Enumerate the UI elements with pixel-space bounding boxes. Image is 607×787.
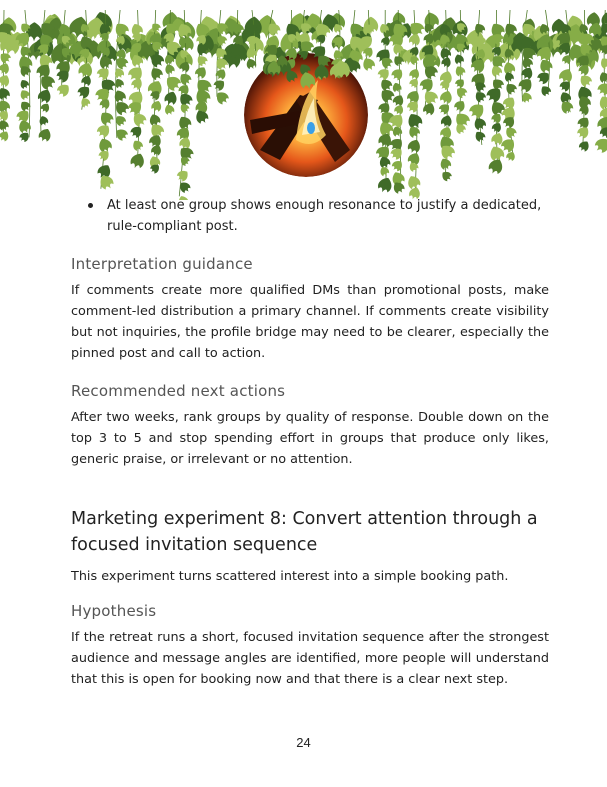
next-actions-body: After two weeks, rank groups by quality of response. Double down on the top 3 to 5 and stop spending effort in groups that produce only likes, generic praise, or irrelevant or no attention. bbox=[71, 410, 549, 467]
bullet-dot-icon bbox=[88, 203, 93, 208]
hypothesis-body: If the retreat runs a short, focused invitation sequence after the strongest audience and message angles are identified, more people will understand that this is open for booking now and that there is a clear next step. bbox=[71, 630, 549, 687]
ivy-header-decoration bbox=[0, 0, 607, 200]
page-number: 24 bbox=[296, 735, 311, 750]
page-content bbox=[71, 195, 549, 690]
interpretation-heading: Interpretation guidance bbox=[71, 255, 253, 273]
bullet-item bbox=[71, 195, 549, 237]
interpretation-body: If comments create more qualified DMs than promotional posts, make comment-led distribution a primary channel. If comments create visibility but not inquiries, the profile bridge may need to be clearer, especially the pinned post and call to action. bbox=[71, 283, 549, 361]
hypothesis-heading: Hypothesis bbox=[71, 602, 157, 620]
experiment-intro: This experiment turns scattered interest into a simple booking path. bbox=[71, 569, 509, 584]
next-actions-heading: Recommended next actions bbox=[71, 382, 286, 400]
bullet-text: At least one group shows enough resonance to justify a dedicated, rule-compliant post. bbox=[107, 198, 542, 234]
experiment-title: Marketing experiment 8: Convert attention through a focused invitation sequence bbox=[71, 509, 538, 555]
